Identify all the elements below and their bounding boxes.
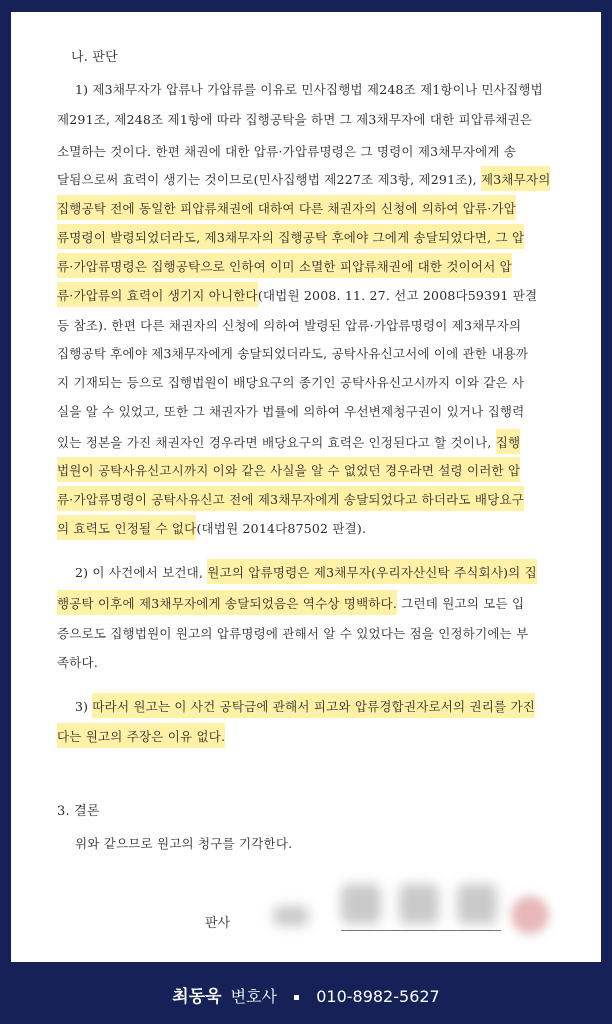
paragraph-line	[57, 112, 532, 128]
paragraph-line	[57, 596, 524, 612]
judge-label: 판사	[205, 916, 231, 931]
paragraph-line	[57, 492, 524, 508]
line-text: (대법원 2014다87502 판결).	[196, 521, 367, 536]
blurred-signature-2	[399, 884, 439, 924]
blurred-name-left	[273, 906, 309, 926]
blurred-signature-1	[341, 884, 381, 924]
highlighted-text: 따라서 원고는 이 사건 공탁금에 관해서 피고와 압류경합권자로서의 권리를 가진	[92, 699, 536, 714]
highlighted-text: 원고의 압류명령은 제3채무자(우리자산신탁 주식회사)의 집	[207, 565, 537, 580]
line-text: 집행공탁 후에야 제3채무자에게 송달되었더라도, 공탁사유신고서에 이에 관한 내용까	[57, 346, 529, 361]
paragraph-line	[57, 463, 520, 479]
line-text: 그런데 원고의 모든 입	[397, 596, 525, 611]
line-text: 3)	[75, 699, 93, 714]
highlighted-text: 집행	[495, 435, 521, 450]
highlighted-text: 다는 원고의 주장은 이유 없다.	[57, 729, 226, 744]
highlighted-text: 제3채무자의	[480, 172, 551, 187]
line-text: 소멸하는 것이다. 한편 채권에 대한 압류·가압류명령은 그 명령이 제3채무자에게 송	[57, 144, 517, 159]
phone-number: 010-8982-5627	[316, 987, 440, 1006]
paragraph-line	[57, 230, 524, 246]
signature-line	[341, 930, 501, 931]
highlighted-text: 행공탁 이후에 제3채무자에게 송달되었음은 역수상 명백하다.	[57, 596, 398, 611]
conclusion-text: 위와 같으므로 원고의 청구를 기각한다.	[75, 836, 293, 851]
document-content	[11, 12, 601, 962]
blurred-signature-3	[457, 884, 497, 924]
highlighted-text: 류명령이 발령되었더라도, 제3채무자의 집행공탁 후에야 그에게 송달되었다면, 그 압	[57, 230, 525, 245]
highlighted-text: 법원이 공탁사유신고시까지 이와 같은 사실을 알 수 없었던 경우라면 설령 이러한 압	[57, 463, 521, 478]
document-page	[11, 12, 601, 962]
line-text: 1) 제3채무자가 압류나 가압류를 이유로 민사집행법 제248조 제1항이나 민사집행법	[75, 82, 543, 97]
paragraph-line	[57, 172, 550, 188]
paragraph-line	[57, 144, 516, 160]
paragraph-line	[57, 655, 98, 671]
lawyer-name: 최동욱	[172, 987, 222, 1007]
line-text: 실을 알 수 있었고, 또한 그 채권자가 법률에 의하여 우선변제청구권이 있거나 집행력	[57, 404, 525, 419]
paragraph-line	[57, 346, 528, 362]
line-text: 있는 정본을 가진 채권자인 경우라면 배당요구의 효력은 인정된다고 할 것이나,	[57, 435, 496, 450]
line-text: 달됨으로써 효력이 생기는 것이므로(민사집행법 제227조 제3항, 제291조),	[57, 172, 481, 187]
paragraph-line	[57, 729, 225, 745]
paragraph-line	[57, 626, 528, 642]
paragraph-line	[57, 521, 366, 537]
highlighted-text: 의 효력도 인정될 수 없다	[57, 521, 197, 536]
footer-bar	[0, 975, 612, 1019]
highlighted-text: 집행공탁 전에 동일한 피압류채권에 대하여 다른 채권자의 신청에 의하여 압류·가압	[57, 201, 517, 216]
line-text: 족하다.	[57, 655, 98, 670]
highlighted-text: 류·가압류명령이 공탁사유신고 전에 제3채무자에게 송달되었다고 하더라도 배당요구	[57, 492, 524, 507]
section-heading: 나. 판단	[71, 50, 118, 65]
paragraph-line	[75, 82, 543, 98]
line-text: 2) 이 사건에서 보건대,	[75, 565, 208, 580]
paragraph-line	[57, 201, 516, 217]
lawyer-title: 변호사	[230, 987, 278, 1006]
paragraph-line	[57, 259, 512, 275]
highlighted-text: 류·가압류명령은 집행공탁으로 인하여 이미 소멸한 피압류채권에 대한 것이어서 압	[57, 259, 512, 274]
paragraph-line	[57, 404, 524, 420]
paragraph-line	[57, 375, 524, 391]
highlighted-text: 류·가압류의 효력이 생기지 아니한다	[57, 288, 258, 303]
seal-stamp	[511, 896, 549, 934]
separator-square-icon	[294, 995, 299, 1000]
conclusion-heading: 3. 결론	[57, 804, 100, 819]
line-text: 증으로도 집행법원이 원고의 압류명령에 관해서 알 수 있었다는 점을 인정하기에는 부	[57, 626, 529, 641]
paragraph-line	[75, 565, 537, 581]
line-text: 지 기재되는 등으로 집행법원이 배당요구의 종기인 공탁사유신고시까지 이와 같은 사	[57, 375, 525, 390]
paragraph-line	[75, 699, 535, 715]
line-text: (대법원 2008. 11. 27. 선고 2008다59391 판결	[257, 288, 538, 303]
paragraph-line	[57, 435, 520, 451]
line-text: 제291조, 제248조 제1항에 따라 집행공탁을 하면 그 제3채무자에 대한 피압류채권은	[57, 112, 533, 127]
paragraph-line	[57, 318, 521, 334]
line-text: 등 참조). 한편 다른 채권자의 신청에 의하여 발령된 압류·가압류명령이 제3채무자의	[57, 318, 522, 333]
paragraph-line	[57, 288, 537, 304]
